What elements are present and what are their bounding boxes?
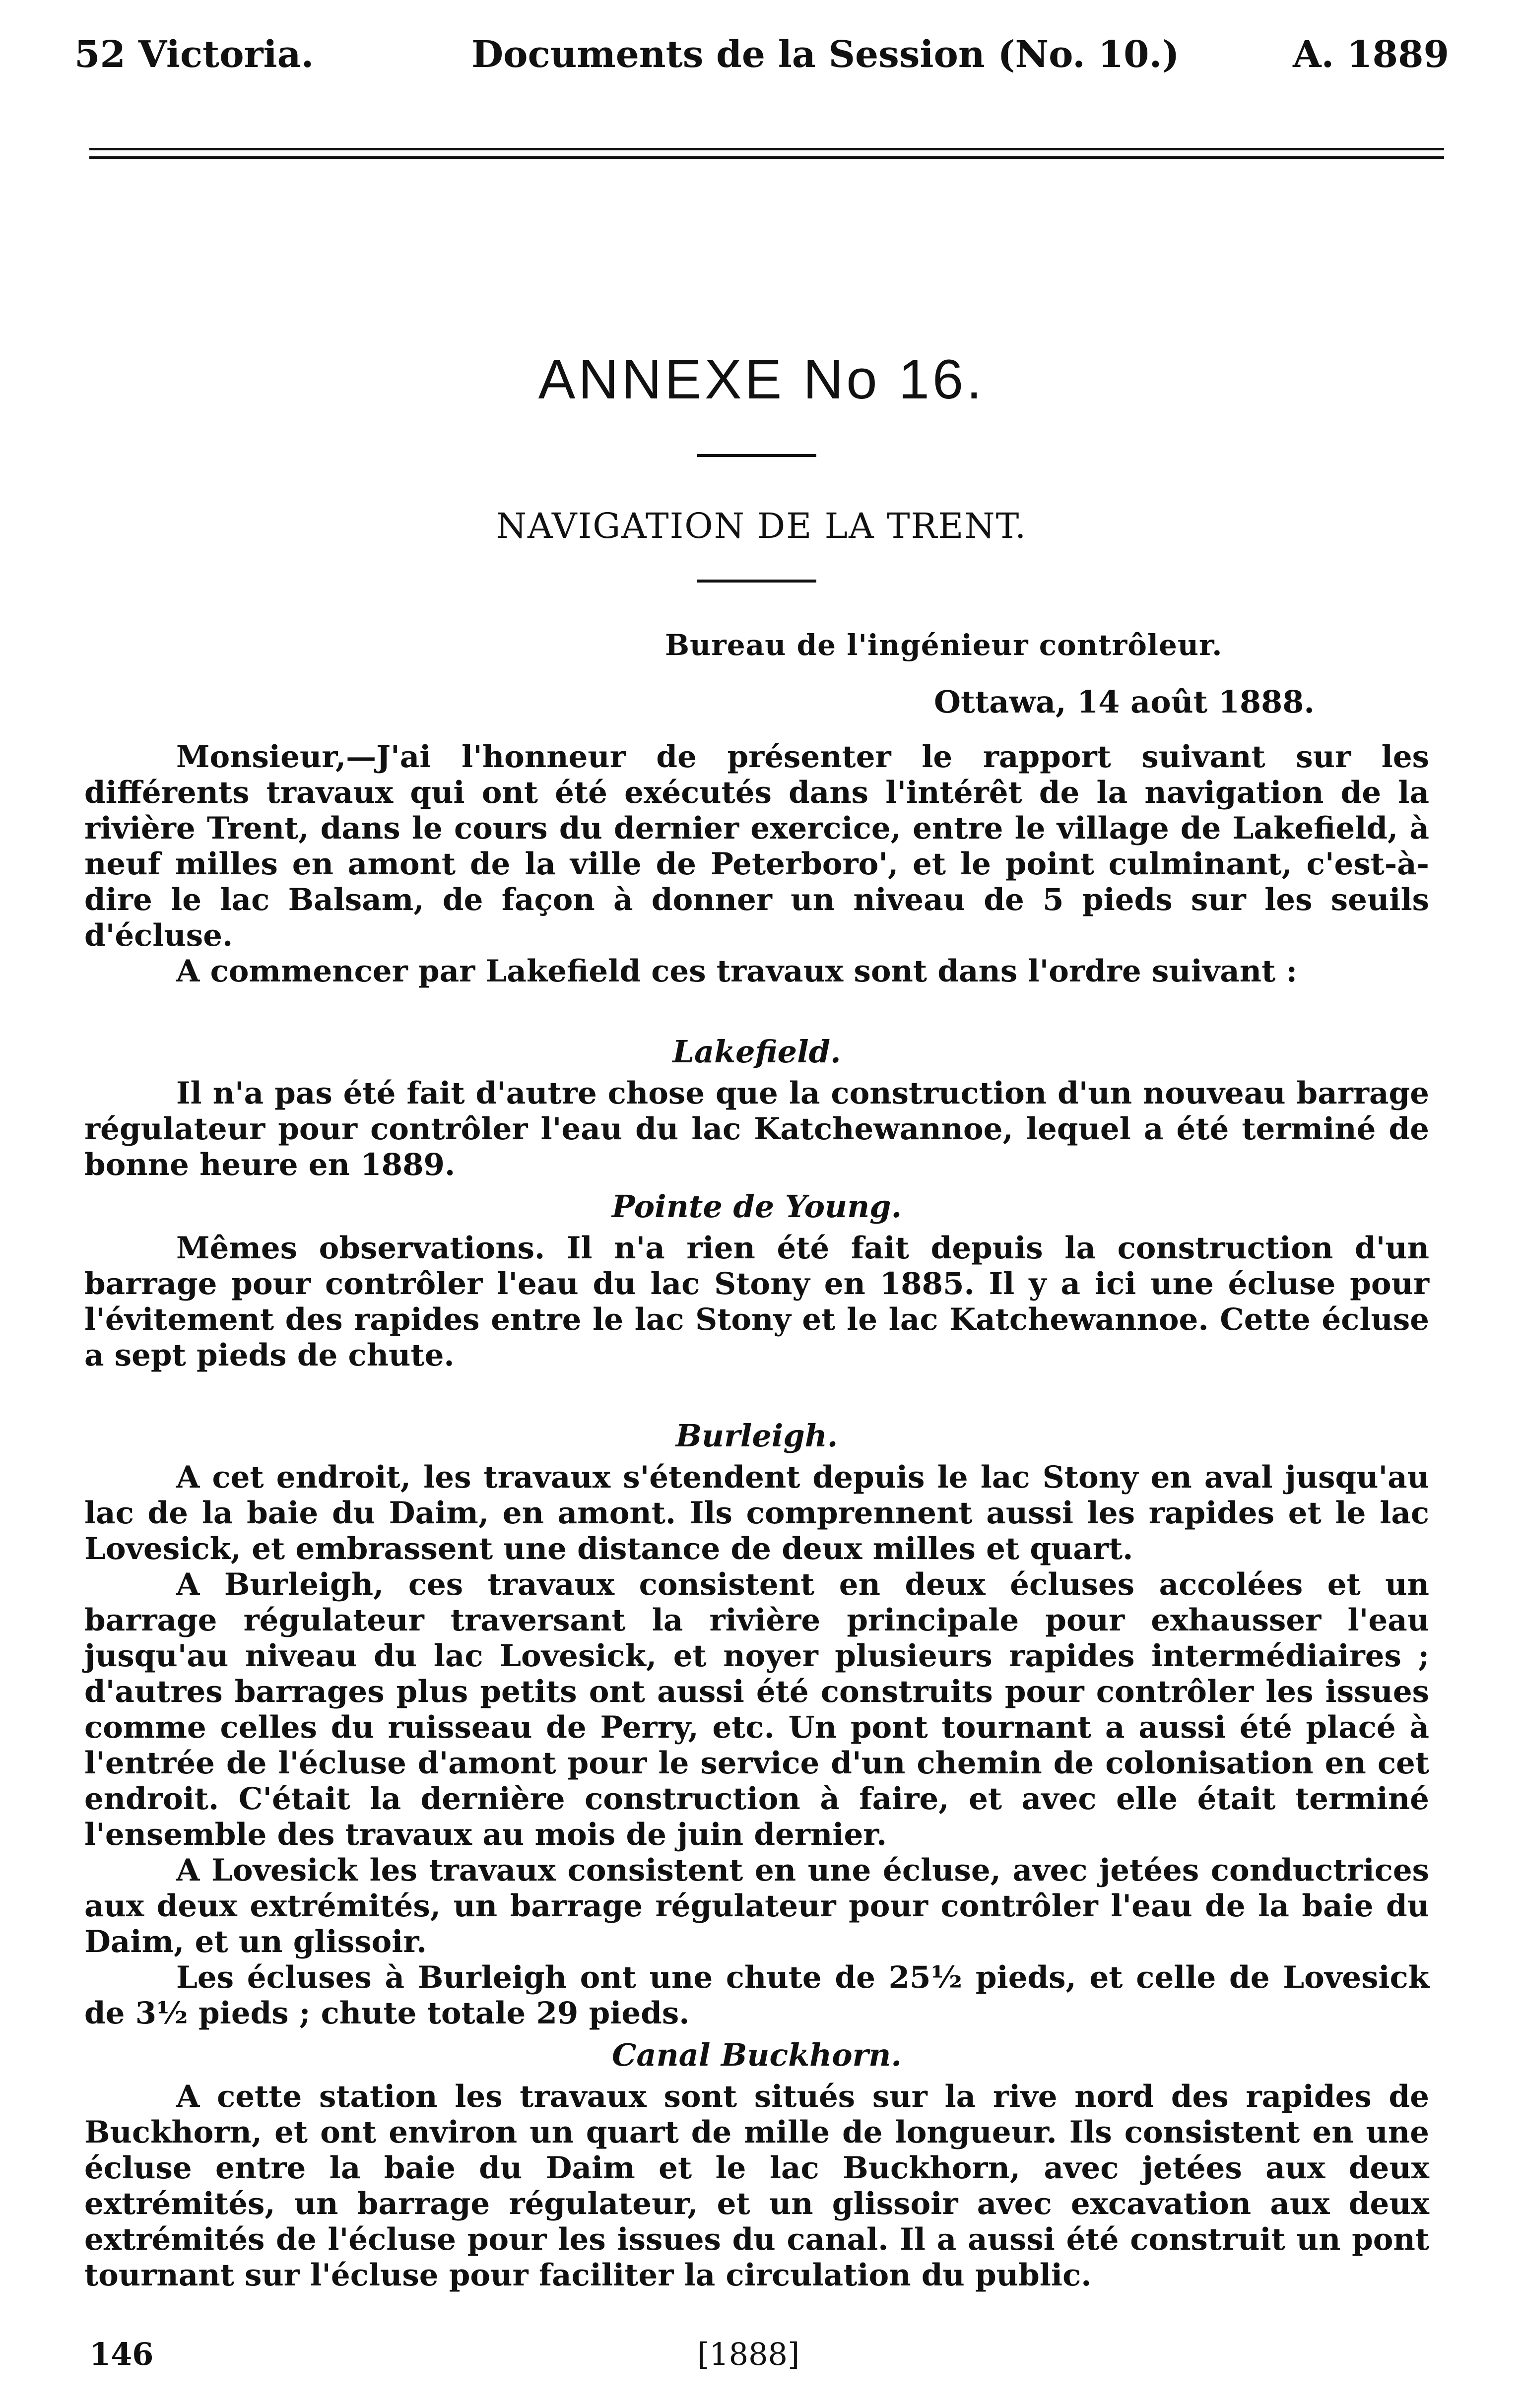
- header-double-rule: [89, 148, 1444, 159]
- heading-buckhorn: Canal Buckhorn.: [612, 2037, 902, 2073]
- paragraph-order: A commencer par Lakefield ces travaux sont dans l'ordre suivant :: [176, 954, 1298, 989]
- paragraph-chute: Les écluses à Burleigh ont une chute de 25½ pieds, et celle de Lovesick de 3½ pieds ; chute totale 29 pieds.: [84, 1960, 1429, 2031]
- heading-lakefield: Lakefield.: [672, 1034, 841, 1070]
- paragraph-intro: Monsieur,—J'ai l'honneur de présenter le rapport suivant sur les différents travaux qui ont été exécutés dans l'intérêt de la navigation de la rivière Trent, dans le cours du dernier exercice, entre le village de Lakefield, à neuf milles en amont de la ville de Peterboro', et le point culminant, c'est-à-dire le lac Balsam, de façon à donner un niveau de 5 pieds sur les seuils d'écluse.: [84, 739, 1429, 953]
- paragraph-burleigh-extent: A cet endroit, les travaux s'étendent depuis le lac Stony en aval jusqu'au lac de la baie du Daim, en amont. Ils comprennent aussi les rapides et le lac Lovesick, et embrassent une distance de deux milles et quart.: [84, 1460, 1429, 1566]
- paragraph-pointe-young: Mêmes observations. Il n'a rien été fait depuis la construction d'un barrage pour contrôler l'eau du lac Stony en 1885. Il y a ici une écluse pour l'évitement des rapides entre le lac Stony et le lac Katchewannoe. Cette écluse a sept pieds de chute.: [84, 1231, 1429, 1373]
- section-title: NAVIGATION DE LA TRENT.: [496, 506, 1027, 546]
- heading-burleigh: Burleigh.: [675, 1418, 838, 1454]
- bureau-line: Bureau de l'ingénieur contrôleur.: [665, 628, 1223, 662]
- annexe-title: ANNEXE No 16.: [538, 348, 985, 410]
- heading-pointe-young: Pointe de Young.: [611, 1188, 902, 1225]
- paragraph-lakefield: Il n'a pas été fait d'autre chose que la construction d'un nouveau barrage régulateur pour contrôler l'eau du lac Katchewannoe, lequel a été terminé de bonne heure en 1889.: [84, 1076, 1429, 1182]
- title-rule: [697, 454, 816, 457]
- paragraph-lovesick: A Lovesick les travaux consistent en une écluse, avec jetées conductrices aux deux extrémités, un barrage régulateur pour contrôler l'eau de la baie du Daim, et un glissoir.: [84, 1853, 1429, 1959]
- header-year: A. 1889: [1293, 33, 1449, 76]
- page-number: 146: [89, 2336, 154, 2372]
- section-rule: [697, 580, 816, 583]
- report-body: [84, 739, 1429, 2293]
- paragraph-burleigh-works: A Burleigh, ces travaux consistent en deux écluses accolées et un barrage régulateur traversant la rivière principale pour exhausser l'eau jusqu'au niveau du lac Lovesick, et noyer plusieurs rapides intermédiaires ; d'autres barrages plus petits ont aussi été construits pour contrôler les issues comme celles du ruisseau de Perry, etc. Un pont tournant a aussi été placé à l'entrée de l'écluse d'amont pour le service d'un chemin de colonisation en cet endroit. C'était la dernière construction à faire, et avec elle était terminé l'ensemble des travaux au mois de juin dernier.: [84, 1567, 1429, 1852]
- page-footer: [89, 2330, 1434, 2379]
- paragraph-buckhorn: A cette station les travaux sont situés sur la rive nord des rapides de Buckhorn, et ont environ un quart de mille de longueur. Ils consistent en une écluse entre la baie du Daim et le lac Buckhorn, avec jetées aux deux extrémités, un barrage régulateur, et un glissoir avec excavation aux deux extrémités de l'écluse pour les issues du canal. Il a aussi été construit un pont tournant sur l'écluse pour faciliter la circulation du public.: [84, 2079, 1429, 2293]
- footer-year: [1888]: [697, 2336, 800, 2372]
- dateline: Ottawa, 14 août 1888.: [933, 684, 1315, 720]
- running-header: [74, 27, 1449, 82]
- header-session: Documents de la Session (No. 10.): [471, 33, 1180, 76]
- header-volume: 52 Victoria.: [74, 33, 314, 76]
